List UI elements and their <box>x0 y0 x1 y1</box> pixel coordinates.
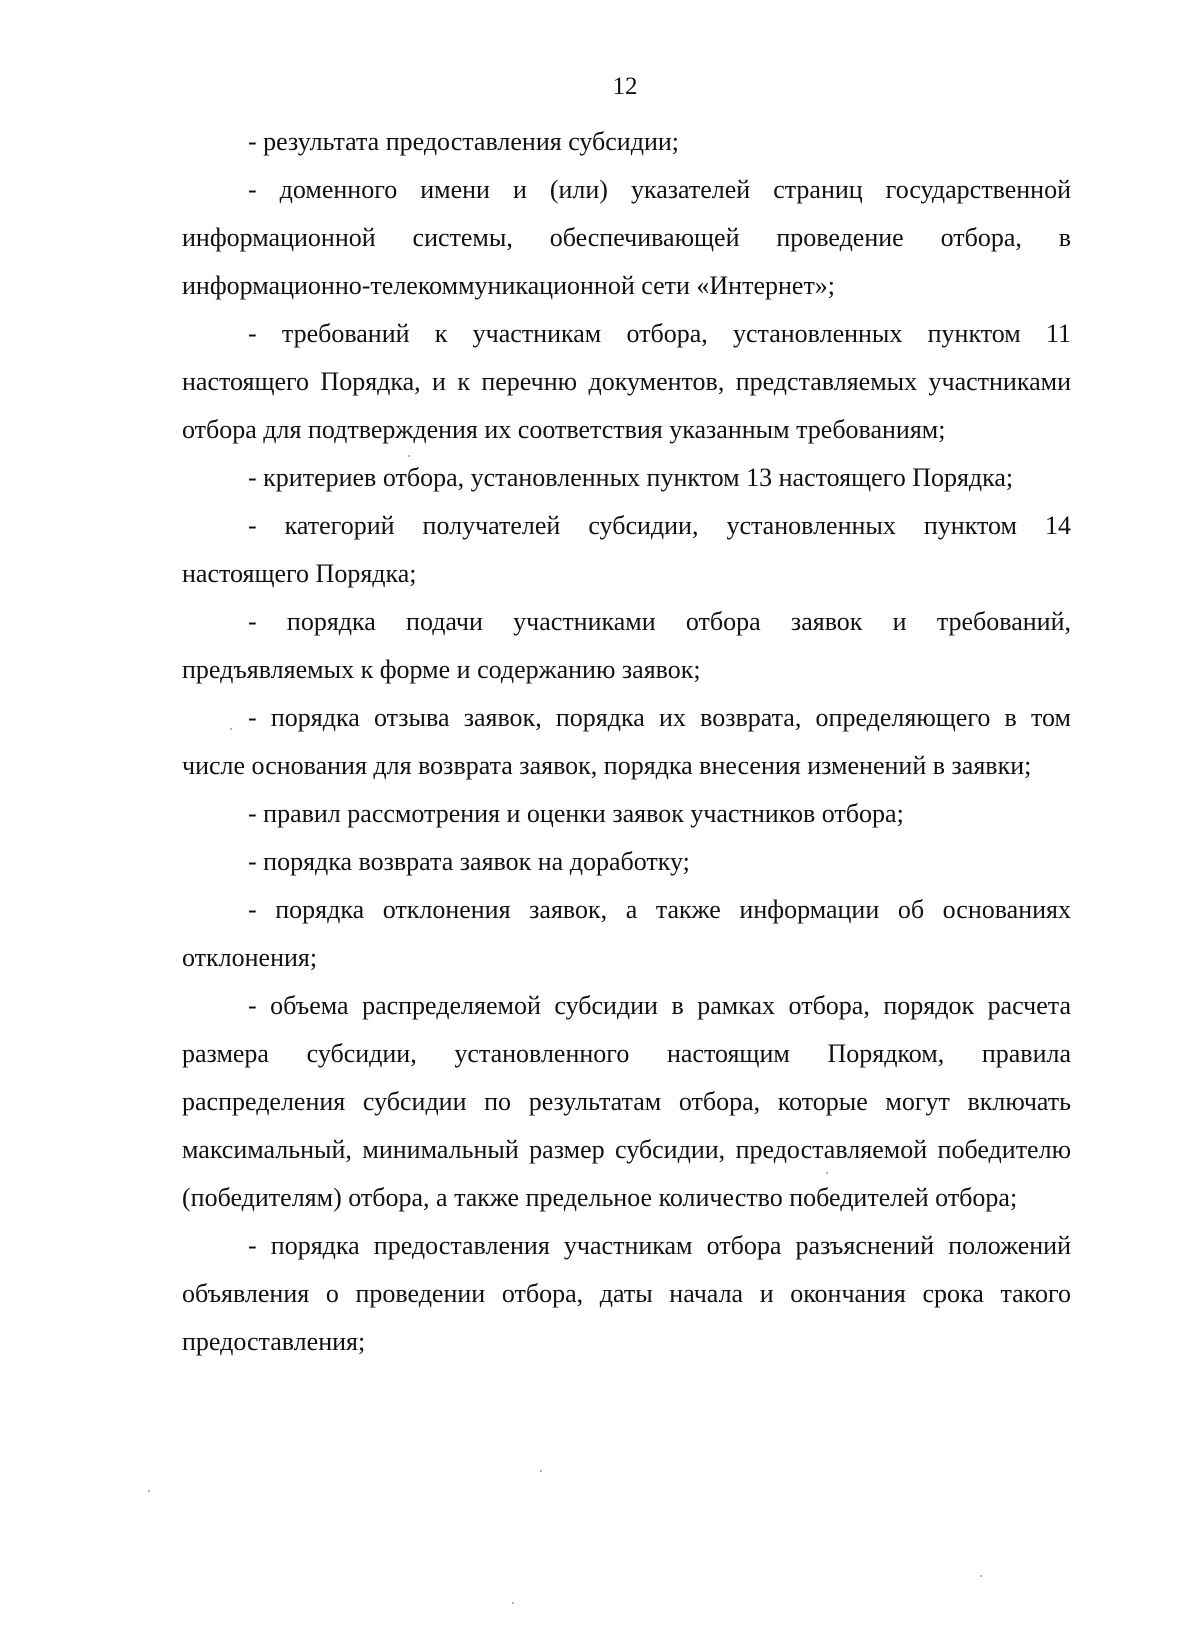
paragraph-application-procedure: - порядка подачи участниками отбора заявок и требований, предъявляемых к форме и содержанию заявок; <box>182 607 1071 684</box>
paragraph-participant-requirements: - требований к участникам отбора, установленных пунктом 11 настоящего Порядка, и к перечню документов, представляемых участниками отбора для подтверждения их соответствия указанным требованиям; <box>182 319 1071 444</box>
paragraph-subsidy-volume: - объема распределяемой субсидии в рамках отбора, порядок расчета размера субсидии, установленного настоящим Порядком, правила распределения субсидии по результатам отбора, которые могут включать максимальный, минимальный размер субсидии, предоставляемой победителю (победителям) отбора, а также предельное количество победителей отбора; <box>182 991 1071 1212</box>
scan-speck <box>512 1602 514 1604</box>
paragraph-review-rules: - правил рассмотрения и оценки заявок участников отбора; <box>248 799 904 828</box>
paragraph-withdrawal-procedure: - порядка отзыва заявок, порядка их возврата, определяющего в том числе основания для возврата заявок, порядка внесения изменений в заявки; <box>182 703 1071 780</box>
paragraph-return-for-revision: - порядка возврата заявок на доработку; <box>248 847 690 876</box>
paragraph-selection-criteria: - критериев отбора, установленных пунктом 13 настоящего Порядка; <box>248 463 1014 492</box>
paragraph-domain-name: - доменного имени и (или) указателей страниц государственной информационной системы, обеспечивающей проведение отбора, в информационно-телекоммуникационной сети «Интернет»; <box>182 175 1071 300</box>
paragraph-recipient-categories: - категорий получателей субсидии, установленных пунктом 14 настоящего Порядка; <box>182 511 1071 588</box>
paragraph-clarifications: - порядка предоставления участникам отбора разъяснений положений объявления о проведении отбора, даты начала и окончания срока такого предоставления; <box>182 1231 1071 1356</box>
page-number: 12 <box>612 73 638 100</box>
scan-speck <box>540 1470 542 1472</box>
scan-speck <box>148 1490 150 1492</box>
scan-speck <box>230 728 232 730</box>
scan-speck <box>980 1575 982 1577</box>
scan-speck <box>408 455 410 457</box>
paragraph-rejection-procedure: - порядка отклонения заявок, а также информации об основаниях отклонения; <box>182 895 1071 972</box>
scan-speck <box>826 1172 828 1174</box>
document-body <box>182 118 1071 1366</box>
paragraph-result: - результата предоставления субсидии; <box>248 127 680 156</box>
